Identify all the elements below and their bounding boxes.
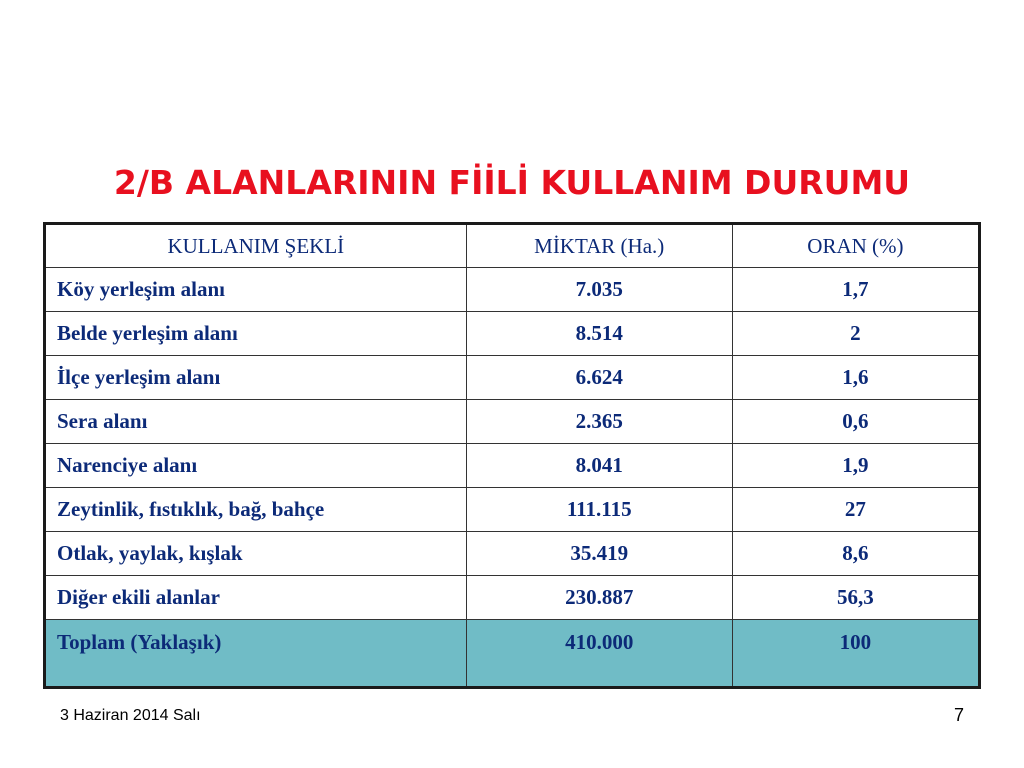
cell-amount: 2.365 <box>466 400 732 444</box>
cell-ratio: 1,9 <box>732 444 979 488</box>
land-usage-table <box>43 222 981 689</box>
cell-usage: Otlak, yaylak, kışlak <box>45 532 467 576</box>
cell-ratio: 1,6 <box>732 356 979 400</box>
cell-amount: 8.514 <box>466 312 732 356</box>
total-ratio: 100 <box>732 620 979 688</box>
cell-amount: 6.624 <box>466 356 732 400</box>
cell-usage: Sera alanı <box>45 400 467 444</box>
table-row <box>45 312 980 356</box>
page-number: 7 <box>953 705 964 725</box>
cell-ratio: 2 <box>732 312 979 356</box>
cell-ratio: 1,7 <box>732 268 979 312</box>
cell-amount: 230.887 <box>466 576 732 620</box>
total-usage: Toplam (Yaklaşık) <box>45 620 467 688</box>
table-total-row <box>45 620 980 688</box>
cell-usage: İlçe yerleşim alanı <box>45 356 467 400</box>
header-usage: KULLANIM ŞEKLİ <box>45 224 467 268</box>
cell-usage: Diğer ekili alanlar <box>45 576 467 620</box>
header-ratio: ORAN (%) <box>732 224 979 268</box>
cell-usage: Köy yerleşim alanı <box>45 268 467 312</box>
cell-usage: Belde yerleşim alanı <box>45 312 467 356</box>
table-row <box>45 532 980 576</box>
cell-amount: 35.419 <box>466 532 732 576</box>
cell-amount: 111.115 <box>466 488 732 532</box>
cell-amount: 7.035 <box>466 268 732 312</box>
table-row <box>45 444 980 488</box>
header-amount: MİKTAR (Ha.) <box>466 224 732 268</box>
table-row <box>45 268 980 312</box>
cell-ratio: 27 <box>732 488 979 532</box>
table-row <box>45 400 980 444</box>
table-row <box>45 356 980 400</box>
cell-ratio: 8,6 <box>732 532 979 576</box>
cell-ratio: 0,6 <box>732 400 979 444</box>
cell-usage: Zeytinlik, fıstıklık, bağ, bahçe <box>45 488 467 532</box>
slide-title: 2/B ALANLARININ FİİLİ KULLANIM DURUMU <box>113 163 911 202</box>
table-row <box>45 576 980 620</box>
cell-ratio: 56,3 <box>732 576 979 620</box>
table-header-row <box>45 224 980 268</box>
cell-amount: 8.041 <box>466 444 732 488</box>
total-amount: 410.000 <box>466 620 732 688</box>
table-row <box>45 488 980 532</box>
footer-date: 3 Haziran 2014 Salı <box>60 707 201 724</box>
cell-usage: Narenciye alanı <box>45 444 467 488</box>
